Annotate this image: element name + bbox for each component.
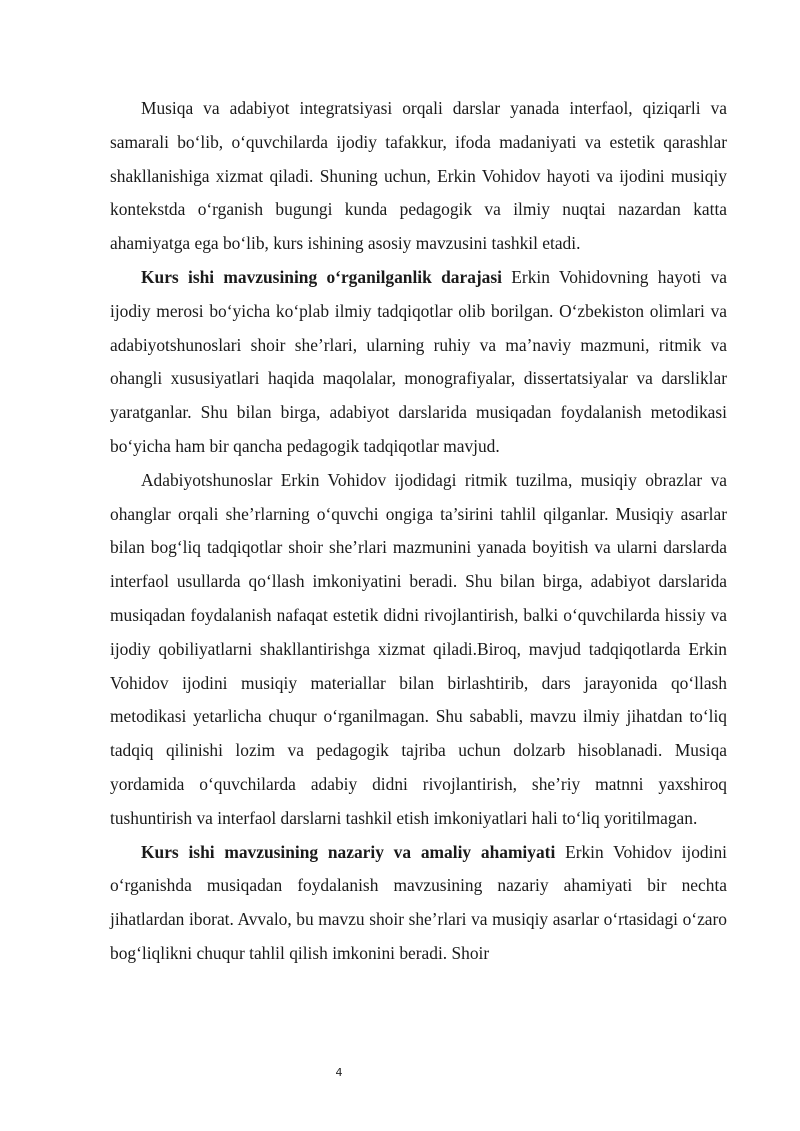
section-heading: Kurs ishi mavzusining o‘rganilganlik darajasi [141, 266, 502, 287]
paragraph-significance [110, 836, 727, 971]
paragraph-text: Adabiyotshunoslar Erkin Vohidov ijodidagi ritmik tuzilma, musiqiy obrazlar va ohanglar orqali she’rlarning o‘quvchi ongiga ta’sirini tahlil qilganlar. Musiqiy asarlar bilan bog‘liq tadqiqotlar shoir she’rlari mazmunini yanada boyitish va ularni darslarda interfaol usullarda qo‘llash imkoniyatini beradi. Shu bilan birga, adabiyot darslarida musiqadan foydalanish nafaqat estetik didni rivojlantirish, balki o‘quvchilarda hissiy va ijodiy qobiliyatlarni shakllantirishga xizmat qiladi.Biroq, mavjud tadqiqotlarda Erkin Vohidov ijodini musiqiy materiallar bilan birlashtirib, dars jarayonida qo‘llash metodikasi yetarlicha chuqur o‘rganilmagan. Shu sababli, mavzu ilmiy jihatdan to‘liq tadqiq qilinishi lozim va pedagogik tajriba uchun dolzarb hisoblanadi. Musiqa yordamida o‘quvchilarda adabiy didni rivojlantirish, she’riy matnni yaxshiroq tushuntirish va interfaol darslarni tashkil etish imkoniyatlari hali to‘liq yoritilmagan. [110, 469, 727, 828]
paragraph-text: Erkin Vohidovning hayoti va ijodiy merosi bo‘yicha ko‘plab ilmiy tadqiqotlar olib borilgan. O‘zbekiston olimlari va adabiyotshunoslari shoir she’rlari, ularning ruhiy va ma’naviy mazmuni, ritmik va ohangli xususiyatlari haqida maqolalar, monografiyalar, dissertatsiyalar va darsliklar yaratganlar. Shu bilan birga, adabiyot darslarida musiqadan foydalanish metodikasi bo‘yicha ham bir qancha pedagogik tadqiqotlar mavjud. [110, 266, 727, 456]
paragraph-intro [110, 92, 727, 261]
paragraph-text: Erkin Vohidov ijodini o‘rganishda musiqadan foydalanish mavzusining nazariy ahamiyati bir nechta jihatlardan iborat. Avvalo, bu mavzu shoir she’rlari va musiqiy asarlar o‘rtasidagi o‘zaro bog‘liqlikni chuqur tahlil qilish imkonini beradi. Shoir [110, 841, 727, 963]
paragraph-text: Musiqa va adabiyot integratsiyasi orqali darslar yanada interfaol, qiziqarli va samarali bo‘lib, o‘quvchilarda ijodiy tafakkur, ifoda madaniyati va estetik qarashlar shakllanishiga xizmat qiladi. Shuning uchun, Erkin Vohidov hayoti va ijodini musiqiy kontekstda o‘rganish bugungi kunda pedagogik va ilmiy nuqtai nazardan katta ahamiyatga ega bo‘lib, kurs ishining asosiy mavzusini tashkil etadi. [110, 98, 727, 254]
section-heading: Kurs ishi mavzusining nazariy va amaliy ahamiyati [141, 841, 556, 862]
page-number: 4 [335, 1066, 343, 1079]
document-page [110, 92, 727, 971]
paragraph-literary-scholars [110, 464, 727, 836]
paragraph-study-level [110, 261, 727, 464]
